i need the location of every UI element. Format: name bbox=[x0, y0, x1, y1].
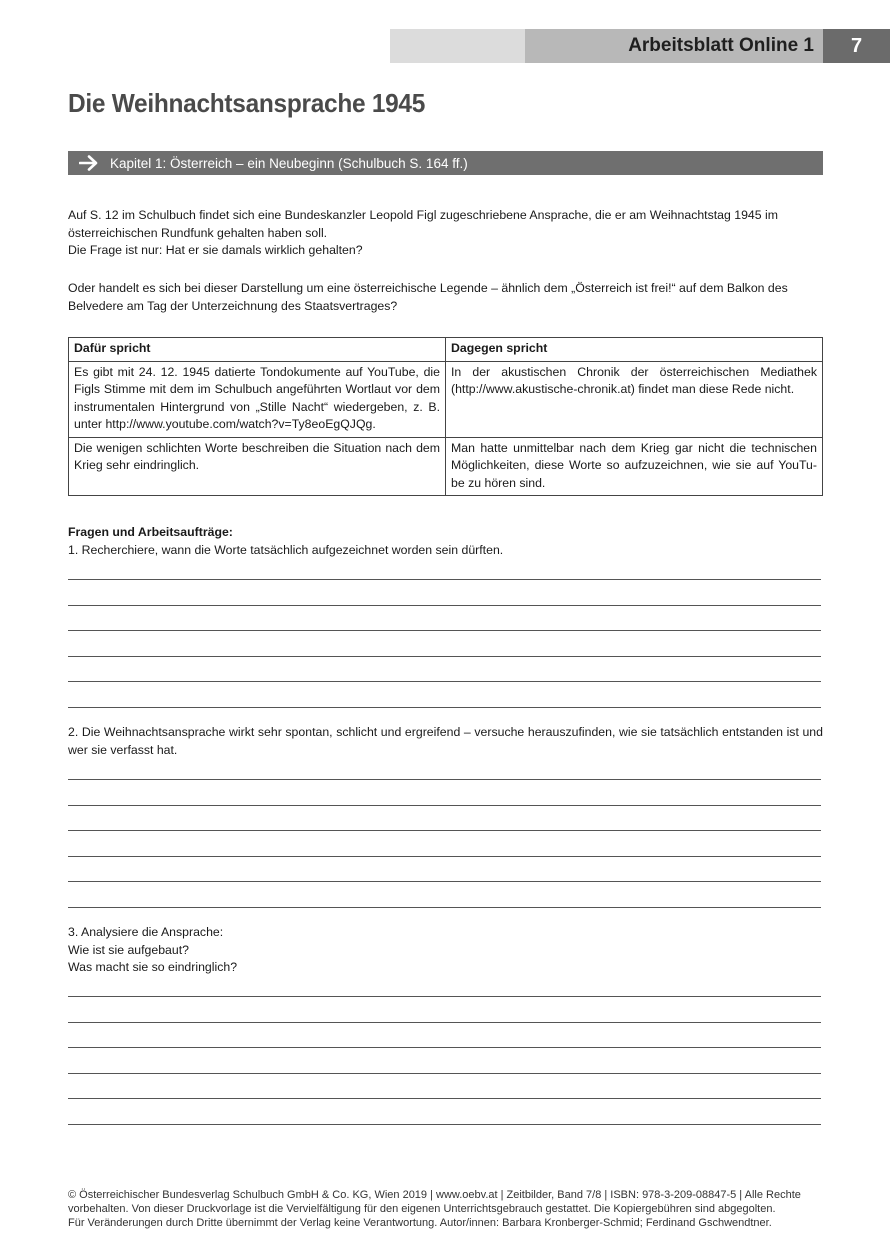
worksheet-label bbox=[525, 29, 823, 63]
chapter-label: Kapitel 1: Österreich – ein Neubeginn (Schulbuch S. 164 ff.) bbox=[110, 155, 468, 171]
answer-line bbox=[68, 656, 821, 657]
intro-question: Die Frage ist nur: Hat er sie damals wirklich gehalten? bbox=[68, 243, 363, 257]
question-3-title: 3. Analysiere die Ansprache: bbox=[68, 925, 224, 939]
answer-line bbox=[68, 856, 821, 857]
answer-line bbox=[68, 907, 821, 908]
page-number bbox=[823, 29, 890, 63]
answer-line bbox=[68, 1124, 821, 1125]
question-3 bbox=[68, 924, 823, 977]
table-header-row bbox=[69, 338, 823, 362]
intro-paragraph-2 bbox=[68, 280, 823, 315]
answer-line bbox=[68, 1073, 821, 1074]
intro-text: österreichischen Rundfunk gehalten haben soll. bbox=[68, 225, 328, 240]
footer-text: vorbehalten. Von dieser Druckvorlage ist die Vervielfältigung für den eigenen Unterrichtsgebrauch gestattet. Die Kopiergebühren sind abgegolten. bbox=[68, 1203, 776, 1215]
question-3-sub: Wie ist sie aufgebaut? bbox=[68, 942, 189, 957]
pro-cell: Es gibt mit 24. 12. 1945 datierte Tondokumente auf YouTube, die Figls Stimme mit dem im Schulbuch angeführten Wortlaut vor dem instrumentalen Hintergrund von „Stille Nacht“ wiedergeben, z. B. unter http://www.youtube.com/watch?v=Ty8eoEgQJQg. bbox=[69, 361, 446, 437]
worksheet-label-text: Arbeitsblatt Online 1 bbox=[628, 35, 814, 56]
page-title: Die Weihnachtsansprache 1945 bbox=[68, 88, 426, 118]
question-2: 2. Die Weihnachtsansprache wirkt sehr spontan, schlicht und ergreifend – versuche herauszufinden, wie sie tatsächlich entstanden ist und wer sie verfasst hat. bbox=[68, 725, 823, 757]
answer-line bbox=[68, 805, 821, 806]
arrow-right-icon bbox=[68, 155, 110, 171]
footer-text: © Österreichischer Bundesverlag Schulbuch GmbH & Co. KG, Wien 2019 | www.oebv.at | Zeitbilder, Band 7/8 | ISBN: 978-3-209-08847-5 | Alle Rechte bbox=[68, 1189, 801, 1201]
answer-line bbox=[68, 1098, 821, 1099]
answer-line bbox=[68, 996, 821, 997]
intro-text: Auf S. 12 im Schulbuch findet sich eine Bundeskanzler Leopold Figl zugeschriebene Ansprache, die er am Weihnachtstag 1945 im bbox=[68, 208, 779, 222]
answer-line bbox=[68, 881, 821, 882]
answer-line bbox=[68, 630, 821, 631]
answer-line bbox=[68, 579, 821, 580]
chapter-banner bbox=[68, 151, 823, 175]
answer-line bbox=[68, 1047, 821, 1048]
con-cell: In der akustischen Chronik der österreichischen Mediathek (http://www.akustische-chronik.at) findet man diese Rede nicht. bbox=[446, 361, 823, 437]
footer-text: Für Veränderungen durch Dritte übernimmt der Verlag keine Verantwortung. Autor/innen: Barbara Kronberger-Schmid; Ferdinand Gschwendtner. bbox=[68, 1217, 772, 1229]
table-row bbox=[69, 437, 823, 496]
answer-line bbox=[68, 1022, 821, 1023]
tasks-heading: Fragen und Arbeitsaufträge: bbox=[68, 525, 233, 539]
con-header: Dagegen spricht bbox=[446, 338, 823, 362]
answer-line bbox=[68, 707, 821, 708]
question-3-sub: Was macht sie so eindringlich? bbox=[68, 960, 238, 974]
intro-paragraph-1 bbox=[68, 207, 823, 260]
answer-line bbox=[68, 605, 821, 606]
answer-line bbox=[68, 779, 821, 780]
intro-text: Oder handelt es sich bei dieser Darstellung um eine österreichische Legende – ähnlich dem „Österreich ist frei!“ auf dem Balkon des bbox=[68, 281, 788, 295]
answer-line bbox=[68, 830, 821, 831]
page-number-text: 7 bbox=[850, 34, 863, 57]
pro-con-table bbox=[68, 337, 823, 496]
con-cell: Man hatte unmittelbar nach dem Krieg gar nicht die technischen Möglichkeiten, diese Worte so aufzuzeichnen, wie sie auf YouTu-be zu hören sind. bbox=[446, 437, 823, 496]
pro-cell: Die wenigen schlichten Worte beschreiben die Situation nach dem Krieg sehr eindringlich. bbox=[69, 437, 446, 496]
question-1: 1. Recherchiere, wann die Worte tatsächlich aufgezeichnet worden sein dürften. bbox=[68, 543, 504, 557]
header-bar-light bbox=[390, 29, 525, 63]
table-row bbox=[69, 361, 823, 437]
intro-text: Belvedere am Tag der Unterzeichnung des Staatsvertrages? bbox=[68, 298, 398, 313]
pro-header: Dafür spricht bbox=[69, 338, 446, 362]
copyright-footer bbox=[68, 1188, 828, 1230]
answer-line bbox=[68, 681, 821, 682]
